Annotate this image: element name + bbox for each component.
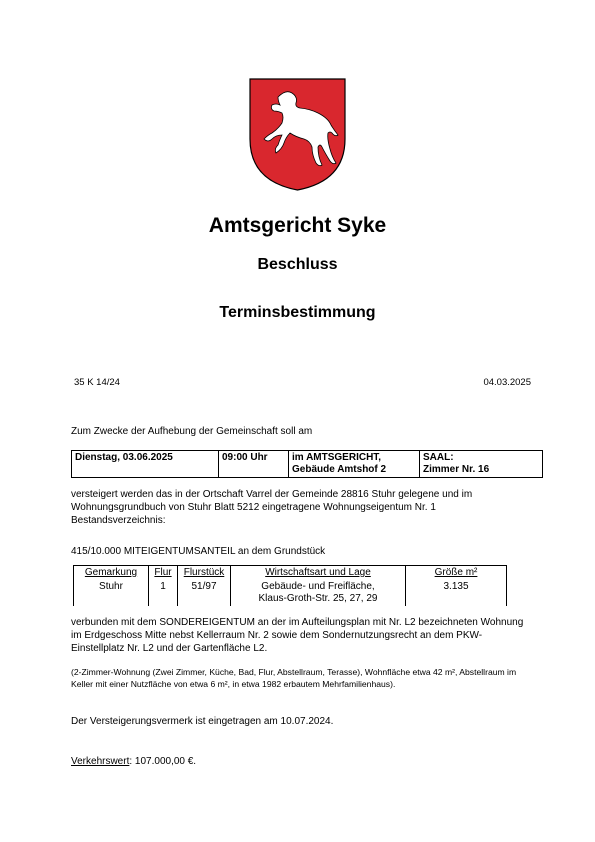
appointment-time: 09:00 Uhr (219, 451, 289, 478)
col-header-flur: Flur (149, 566, 178, 581)
coat-of-arms (248, 77, 347, 192)
horse-crest-icon (248, 77, 347, 192)
appointment-day: Dienstag, 03.06.2025 (72, 451, 219, 478)
document-type: Beschluss (257, 256, 338, 273)
cell-groesse: 3.135 (406, 580, 507, 606)
col-header-lage: Wirtschaftsart und Lage (231, 566, 406, 581)
cell-flur: 1 (149, 580, 178, 606)
appointment-room: SAAL: Zimmer Nr. 16 (420, 451, 543, 478)
vermerk-text: Der Versteigerungsvermerk ist eingetragen am 10.07.2024. (71, 716, 334, 727)
market-value (71, 755, 196, 768)
cell-flurstueck: 51/97 (178, 580, 231, 606)
col-header-flurstueck: Flurstück (178, 566, 231, 581)
paragraph-object: versteigert werden das in der Ortschaft Varrel der Gemeinde 28816 Stuhr gelegene und im Wohnungsgrundbuch von Stuhr Blatt 5212 eingetragene Wohnungseigentum Nr. 1 Bestandsverzeichnis: (71, 489, 473, 526)
document-subject: Terminsbestimmung (219, 304, 376, 321)
market-value-amount: : 107.000,00 €. (129, 756, 197, 767)
paragraph-description: (2-Zimmer-Wohnung (Zwei Zimmer, Küche, Bad, Flur, Abstellraum, Terasse), Wohnfläche etwa 42 m², Abstellraum im Keller mit einer Nutzfläche von etwa 6 m², in etwa 1982 erbautem Mehrfamilienhaus). (71, 667, 517, 689)
court-name: Amtsgericht Syke (208, 214, 387, 237)
cell-gemarkung: Stuhr (74, 580, 149, 606)
col-header-gemarkung: Gemarkung (74, 566, 149, 581)
share-text: 415/10.000 MITEIGENTUMSANTEIL an dem Grundstück (71, 546, 326, 557)
market-value-label: Verkehrswert (71, 756, 130, 767)
document-date: 04.03.2025 (483, 377, 531, 388)
cell-lage: Gebäude- und Freifläche, Klaus-Groth-Str. 25, 27, 29 (231, 580, 406, 606)
paragraph-sondereigentum: verbunden mit dem SONDEREIGENTUM an der im Aufteilungsplan mit Nr. L2 bezeichneten Wohnung im Erdgeschoss Mitte nebst Kellerraum Nr. 2 sowie dem Sondernutzungsrecht an dem PKW-Einstellplatz Nr. L2 und der Gartenfläche L2. (71, 617, 524, 654)
appointment-place: im AMTSGERICHT, Gebäude Amtshof 2 (289, 451, 420, 478)
appointment-table (71, 450, 543, 478)
property-table (73, 565, 507, 606)
file-number: 35 K 14/24 (74, 377, 120, 388)
intro-text: Zum Zwecke der Aufhebung der Gemeinschaft soll am (71, 426, 313, 437)
table-row (74, 580, 507, 606)
col-header-groesse: Größe m² (406, 566, 507, 581)
